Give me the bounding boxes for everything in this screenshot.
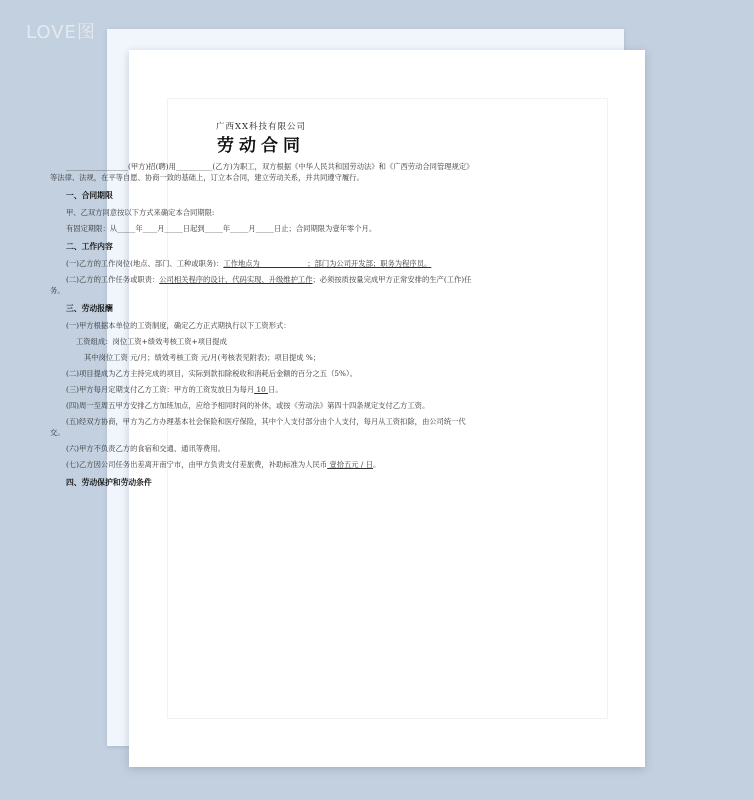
underlined-text: 工作地点为_____________；部门为公司开发部；职务为程序员。 (223, 259, 432, 268)
paragraph: (四)周一至周五甲方安排乙方加班加点，应给予相同时间的补休，或按《劳动法》第四十四条规定支付乙方工资。 (66, 401, 430, 410)
underlined-text: 10 (254, 385, 269, 394)
text-segment: 。 (373, 460, 381, 469)
text-segment: 日。 (268, 385, 283, 394)
paragraph (50, 384, 472, 395)
section-heading-work: 二、工作内容 (66, 242, 113, 251)
watermark-text: LOVE图 (26, 22, 96, 43)
text-segment: (二)乙方的工作任务或职责： (66, 275, 160, 284)
paragraph: (二)项目提成为乙方主持完成的项目，实际到款扣除税收和消耗后金额的百分之五（5%）。 (66, 369, 357, 378)
underlined-text: 公司相关程序的设计、代码实现、升级维护工作 (159, 275, 313, 284)
company-name: 广西XX科技有限公司 (215, 122, 307, 132)
text-segment: (三)甲方每月定期支付乙方工资：甲方的工资发放日为每月 (66, 385, 255, 394)
paragraph: (五)经双方协商，甲方为乙方办理基本社会保险和医疗保险，其中个人支付部分由个人支付，每月从工资扣除，由公司统一代交。 (50, 417, 466, 437)
paragraph (50, 459, 472, 470)
intro-paragraph: _________________(甲方)招(聘)用__________(乙方)为职工，双方根据《中华人民共和国劳动法》和《广西劳动合同管理规定》等法律、法规，在平等自愿、协商一致的基础上，订立本合同，建立劳动关系，并共同遵守履行。 (50, 162, 470, 182)
underlined-text: 壹拾五元 / 日 (327, 460, 373, 469)
paragraph: (一)甲方根据本单位的工资制度，确定乙方正式期执行以下工资形式： (66, 321, 291, 330)
paragraph (50, 258, 472, 269)
paragraph: 其中岗位工资 元/月；绩效考核工资 元/月(考核表见附表)；项目提成 %； (84, 353, 321, 362)
paragraph (50, 274, 472, 296)
section-heading-pay: 三、劳动报酬 (66, 304, 113, 313)
paragraph: 工资组成：岗位工资+绩效考核工资+项目提成 (76, 337, 227, 346)
paragraph: 甲、乙双方同意按以下方式来确定本合同期限: (66, 208, 215, 217)
paragraph: 有固定期限：从_____年____月_____日起到_____年_____月_____日止；合同期限为壹年零个月。 (66, 224, 377, 233)
text-segment: ；必须按质按量完成甲方正常安排的生产(工作)任务。 (50, 275, 472, 295)
section-heading-protection: 四、劳动保护和劳动条件 (66, 478, 152, 487)
section-heading-term: 一、合同期限 (66, 191, 113, 200)
text-segment: (一)乙方的工作岗位(地点、部门、工种或职务)： (66, 259, 224, 268)
paragraph: (六)甲方不负责乙方的食宿和交通、通讯等费用。 (66, 444, 225, 453)
document-content (50, 122, 472, 494)
text-segment: (七)乙方因公司任务出差离开南宁市，由甲方负责支付差旅费，补助标准为人民币 (66, 460, 328, 469)
document-title: 劳动合同 (217, 136, 305, 156)
